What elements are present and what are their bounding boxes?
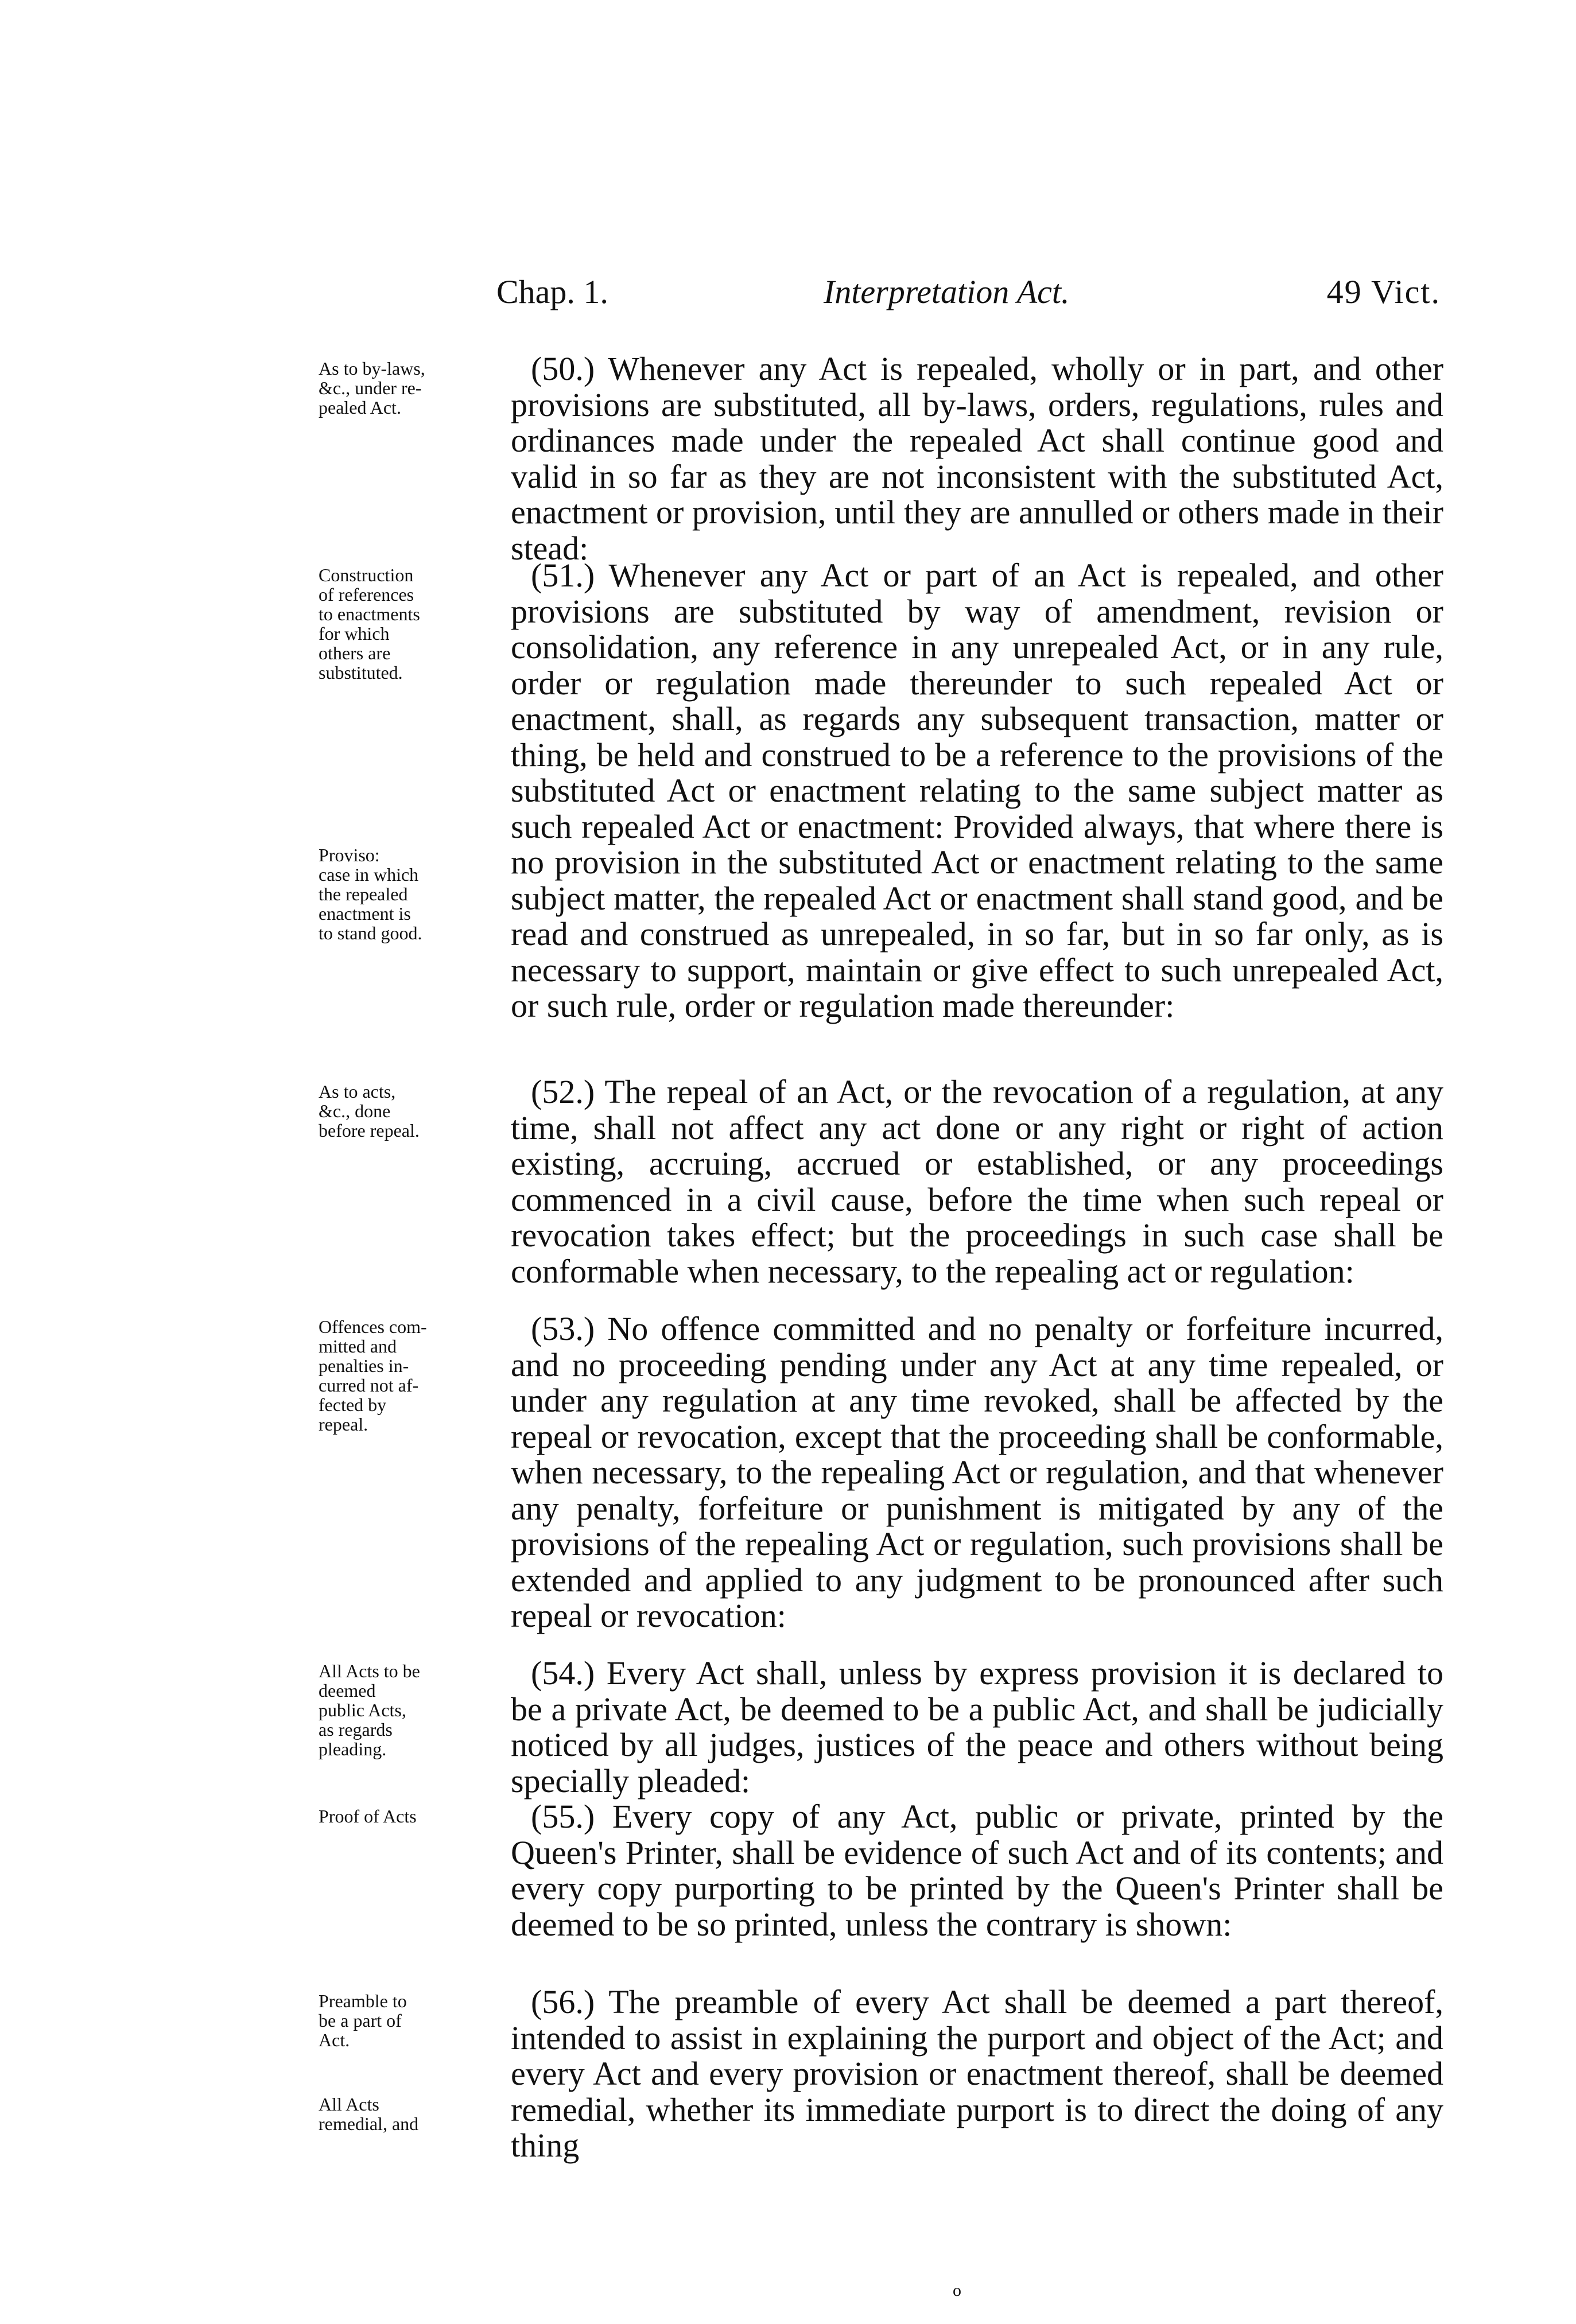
act-title: Interpretation Act. [824, 273, 1070, 310]
margin-note-public-acts: All Acts to be deemed public Acts, as regards pleading. [319, 1661, 420, 1759]
signature-mark: o [953, 2281, 961, 2300]
chapter-label: Chap. 1. [496, 273, 608, 310]
section-number: (54.) [531, 1654, 595, 1692]
section-52 [511, 1074, 1443, 1289]
margin-note-proviso: Proviso: case in which the repealed enactment is to stand good. [319, 845, 422, 943]
section-text: Whenever any Act is repealed, wholly or in part, and other provisions are substituted, all by-laws, orders, regulations, rules and ordinances made under the repealed Act shall continue good and valid in so far as they are not inconsistent with the substituted Act, enactment or provision, until they are annulled or others made in their stead: [511, 350, 1444, 567]
section-text: Every Act shall, unless by express provision it is declared to be a private Act, be deemed to be a public Act, and shall be judicially noticed by all judges, justices of the peace and others without being specially pleaded: [511, 1654, 1444, 1800]
section-text: Every copy of any Act, public or private, printed by the Queen's Printer, shall be evidence of such Act and of its contents; and every copy purporting to be printed by the Queen's Printer shall be deemed to be so printed, unless the contrary is shown: [511, 1798, 1443, 1943]
section-text: No offence committed and no penalty or forfeiture incurred, and no proceeding pending under any Act at any time repealed, or under any regulation at any time revoked, shall be affected by the repeal or revocation, except that the proceeding shall be conformable, when necessary, to the repealing Act or regulation, and that whenever any penalty, forfeiture or punishment is mitigated by any of the provisions of the repealing Act or regulation, such provisions shall be extended and applied to any judgment to be pronounced after such repeal or revocation: [511, 1310, 1444, 1634]
section-number: (52.) [531, 1073, 595, 1110]
section-number: (53.) [531, 1310, 595, 1347]
section-text: The repeal of an Act, or the revocation of a regulation, at any time, shall not affect any act done or any right or right of action existing, accruing, accrued or established, or any proceedings commenced in a civil cause, before the time when such repeal or revocation takes effect; but the proceedings in such case shall be conformable when necessary, to the repealing act or regulation: [511, 1073, 1443, 1290]
section-number: (51.) [531, 557, 595, 594]
margin-note-remedial: All Acts remedial, and [319, 2094, 419, 2134]
section-56 [511, 1984, 1443, 2164]
section-text: Whenever any Act or part of an Act is repealed, and other provisions are substituted by way of amendment, revision or consolidation, any reference in any unrepealed Act, or in any rule, order or regulation made thereunder to such repealed Act or enactment, shall, as regards any subsequent transaction, matter or thing, be held and construed to be a reference to the provisions of the substituted Act or enactment relating to the same subject matter as such repealed Act or enactment: Provided always, that where there is no provision in the substituted Act or enactment relating to the same subject matter, the repealed Act or enactment shall stand good, and be read and construed as unrepealed, in so far, but in so far only, as is necessary to support, maintain or give effect to such unrepealed Act, or such rule, order or regulation made thereunder: [511, 557, 1443, 1024]
section-53 [511, 1311, 1443, 1634]
section-number: (50.) [531, 350, 595, 387]
section-55 [511, 1799, 1443, 1942]
margin-note-preamble: Preamble to be a part of Act. [319, 1991, 407, 2050]
margin-note-construction: Construction of references to enactments for which others are substituted. [319, 565, 420, 683]
margin-note-bylaws: As to by-laws, &c., under re- pealed Act. [319, 358, 425, 418]
section-50 [511, 351, 1443, 566]
margin-note-offences: Offences com- mitted and penalties in- curred not af- fected by repeal. [319, 1316, 427, 1435]
section-number: (55.) [531, 1798, 595, 1835]
margin-note-proof-of-acts: Proof of Acts [319, 1806, 417, 1826]
section-number: (56.) [531, 1983, 595, 2020]
running-header [496, 273, 1441, 318]
margin-note-acts-before-repeal: As to acts, &c., done before repeal. [319, 1081, 420, 1141]
section-54 [511, 1655, 1443, 1799]
regnal-year: 49 Vict. [1326, 273, 1441, 310]
section-51 [511, 558, 1443, 1024]
section-text: The preamble of every Act shall be deemed a part thereof, intended to assist in explaining the purport and object of the Act; and every Act and every provision or enactment thereof, shall be deemed remedial, whether its immediate purport is to direct the doing of any thing [511, 1983, 1443, 2164]
